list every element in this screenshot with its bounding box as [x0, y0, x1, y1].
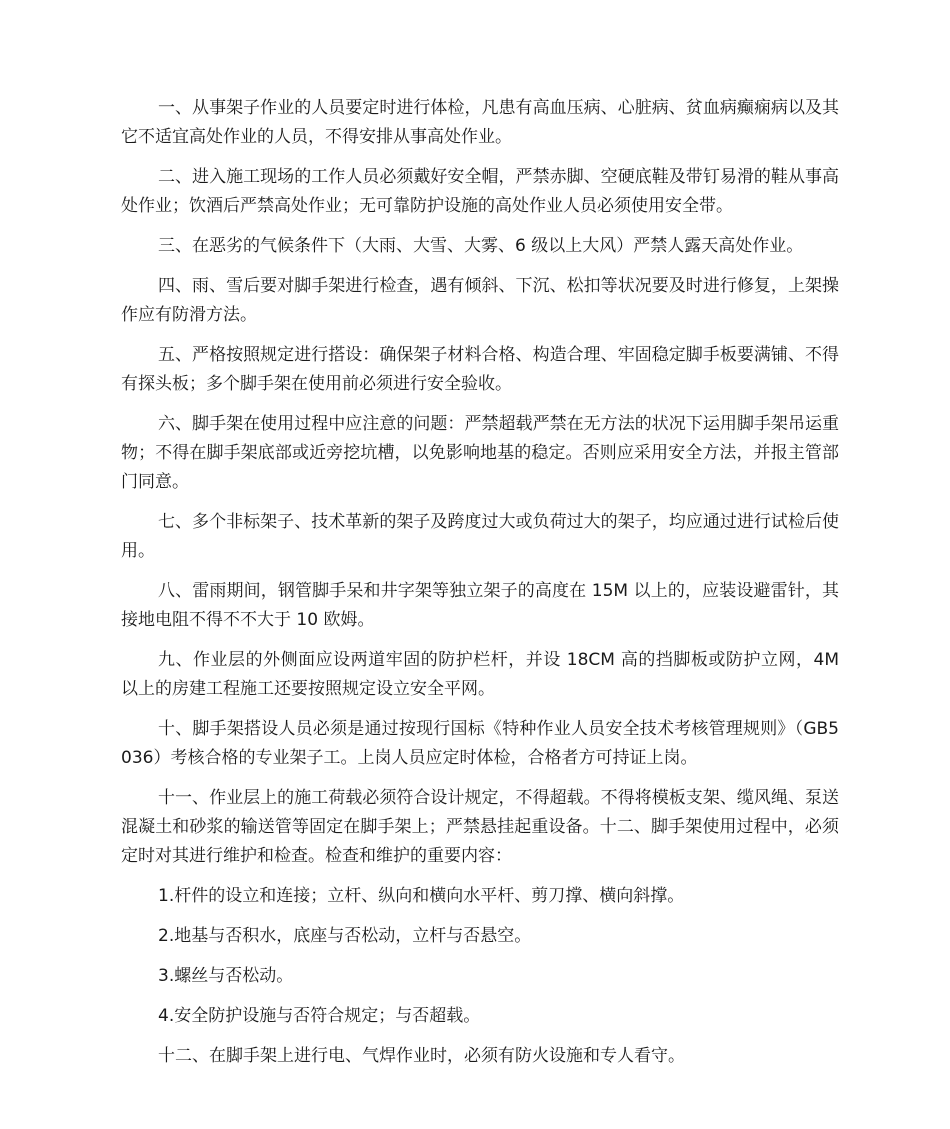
- inspection-item-3: 3.螺丝与否松动。: [158, 966, 294, 986]
- rule-paragraph-12: 十二、在脚手架上进行电、气焊作业时，必须有防火设施和专人看守。: [158, 1046, 685, 1066]
- rule-paragraph-8: 八、雷雨期间，钢管脚手呆和井字架等独立架子的高度在 15M 以上的，应装设避雷针，其接地电阻不得不不大于 10 欧姆。: [121, 581, 839, 630]
- inspection-item-2: 2.地基与否积水，底座与否松动，立杆与否悬空。: [158, 926, 532, 946]
- rule-paragraph-7: 七、多个非标架子、技术革新的架子及跨度过大或负荷过大的架子，均应通过进行试检后使用。: [121, 512, 839, 561]
- rule-paragraph-6: 六、脚手架在使用过程中应注意的问题：严禁超载严禁在无方法的状况下运用脚手架吊运重物；不得在脚手架底部或近旁挖坑槽，以免影响地基的稳定。否则应采用安全方法，并报主管部门同意。: [121, 414, 839, 492]
- inspection-item-1: 1.杆件的设立和连接；立杆、纵向和横向水平杆、剪刀撑、横向斜撑。: [158, 886, 685, 906]
- rule-paragraph-2: 二、进入施工现场的工作人员必须戴好安全帽，严禁赤脚、空硬底鞋及带钉易滑的鞋从事高处作业；饮酒后严禁高处作业；无可靠防护设施的高处作业人员必须使用安全带。: [121, 167, 839, 216]
- rule-paragraph-11: 十一、作业层上的施工荷载必须符合设计规定，不得超载。不得将模板支架、缆风绳、泵送混凝土和砂浆的输送管等固定在脚手架上；严禁悬挂起重设备。十二、脚手架使用过程中，必须定时对其进行维护和检查。检查和维护的重要内容：: [121, 788, 839, 866]
- rule-paragraph-10: 十、脚手架搭设人员必须是通过按现行国标《特种作业人员安全技术考核管理规则》（GB5036）考核合格的专业架子工。上岗人员应定时体检，合格者方可持证上岗。: [121, 719, 839, 768]
- rule-paragraph-1: 一、从事架子作业的人员要定时进行体检，凡患有高血压病、心脏病、贫血病癫痫病以及其它不适宜高处作业的人员，不得安排从事高处作业。: [121, 98, 839, 147]
- rule-paragraph-4: 四、雨、雪后要对脚手架进行检查，遇有倾斜、下沉、松扣等状况要及时进行修复，上架操作应有防滑方法。: [121, 276, 839, 325]
- rule-paragraph-5: 五、严格按照规定进行搭设：确保架子材料合格、构造合理、牢固稳定脚手板要满铺、不得有探头板；多个脚手架在使用前必须进行安全验收。: [121, 345, 839, 394]
- rule-paragraph-3: 三、在恶劣的气候条件下（大雨、大雪、大雾、6 级以上大风）严禁人露天高处作业。: [158, 236, 804, 256]
- rule-paragraph-9: 九、作业层的外侧面应设两道牢固的防护栏杆，并设 18CM 高的挡脚板或防护立网，4M 以上的房建工程施工还要按照规定设立安全平网。: [121, 650, 839, 699]
- document-body: [121, 94, 839, 1082]
- inspection-item-4: 4.安全防护设施与否符合规定；与否超载。: [158, 1006, 481, 1026]
